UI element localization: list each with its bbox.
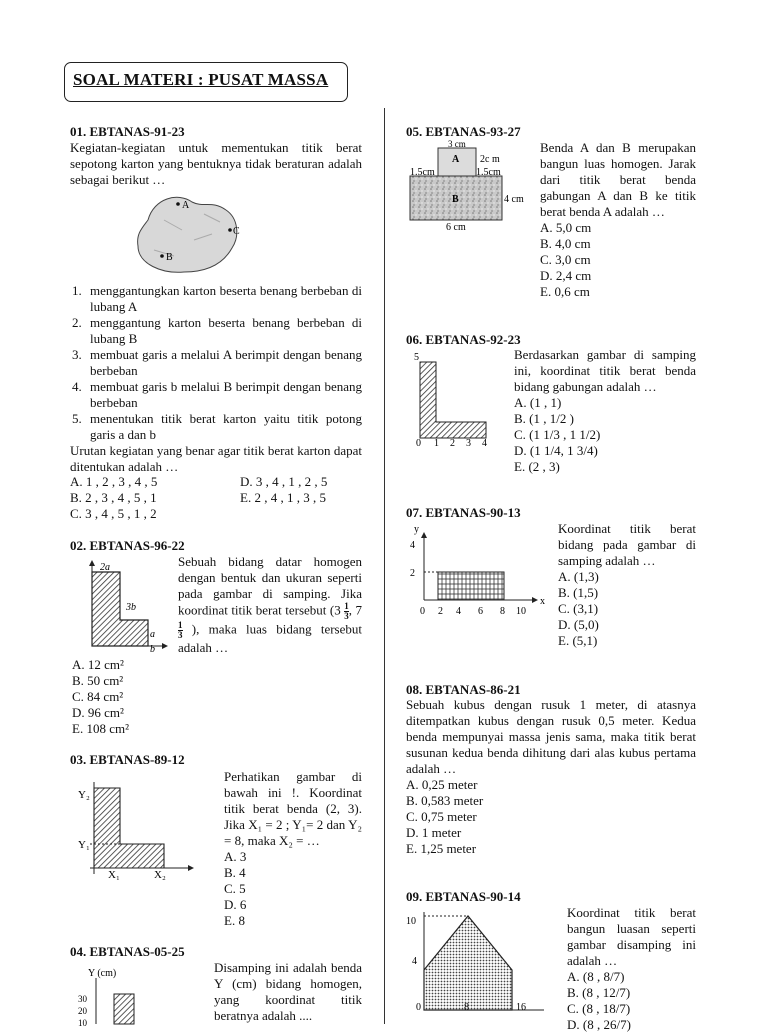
q04-tick-30: 30	[78, 994, 87, 1004]
q03-option-b: B. 4	[224, 865, 246, 880]
q09-options	[567, 969, 631, 1033]
q07-text: Koordinat titik berat bidang pada gambar di samping adalah …	[558, 521, 696, 568]
q09-figure	[404, 908, 554, 1024]
list-item: 5. menentukan titik berat karton yaitu titik potong garis a dan b	[72, 411, 362, 442]
q09-tick-y4: 4	[412, 956, 417, 967]
q07-tick-x6: 6	[478, 606, 483, 617]
list-item: 1. menggantungkan karton beserta benang berbeban di lubang A	[72, 283, 362, 314]
q06-text: Berdasarkan gambar di samping ini, koordinat titik berat benda bidang gabungan adalah …	[514, 347, 696, 394]
q06-option-d: D. (1 1/4, 1 3/4)	[514, 443, 598, 458]
q07-label-x: x	[540, 596, 545, 607]
q04-header: 04. EBTANAS-05-25	[70, 944, 185, 959]
list-item: 2. menggantung karton beserta benang berbeban di lubang B	[72, 315, 362, 346]
q02-label-a: a	[150, 629, 155, 640]
q07-option-d: D. (5,0)	[558, 617, 599, 632]
q06-tick-1: 1	[434, 438, 439, 449]
q02-text	[178, 554, 362, 656]
q02-text-part3: ), maka luas bidang tersebut adalah …	[178, 621, 362, 655]
q07-rect	[438, 572, 504, 600]
q06-options	[514, 395, 600, 475]
q07-options	[558, 569, 599, 649]
q06-tick-2: 2	[450, 438, 455, 449]
q05-option-b: B. 4,0 cm	[540, 236, 591, 251]
q06-tick-5: 5	[414, 352, 419, 363]
q09-option-d: D. (8 , 26/7)	[567, 1017, 631, 1032]
q03-label-y1: Y₁	[78, 839, 90, 851]
q07-tick-x10: 10	[516, 606, 526, 617]
q02-x-arrow	[162, 643, 168, 649]
q01-label-a: A	[182, 200, 190, 211]
q05-label-3cm: 3 cm	[448, 139, 466, 149]
q07-option-b: B. (1,5)	[558, 585, 599, 600]
q07-tick-x0: 0	[420, 606, 425, 617]
q05-option-a: A. 5,0 cm	[540, 220, 592, 235]
q01-hole-a	[176, 202, 180, 206]
q03-label-x2: X₂	[154, 869, 166, 881]
q08-option-d: D. 1 meter	[406, 825, 462, 840]
q06-header: 06. EBTANAS-92-23	[406, 332, 521, 347]
q06-option-b: B. (1 , 1/2 )	[514, 411, 574, 426]
q02-option-d: D. 96 cm²	[72, 705, 124, 720]
q01-steps	[72, 283, 362, 443]
q05-figure	[406, 140, 540, 232]
q03-option-a: A. 3	[224, 849, 247, 864]
q08-option-c: C. 0,75 meter	[406, 809, 477, 824]
q01-figure	[134, 190, 244, 280]
q01-option-d: D. 3 , 4 , 1 , 2 , 5	[240, 474, 328, 489]
q06-l-shape	[420, 362, 486, 438]
q09-header: 09. EBTANAS-90-14	[406, 889, 521, 904]
q05-label-4cm: 4 cm	[504, 194, 524, 205]
q04-tick-10: 10	[78, 1018, 87, 1028]
q05-option-d: D. 2,4 cm	[540, 268, 592, 283]
q08-options	[406, 777, 483, 857]
q03-option-c: C. 5	[224, 881, 246, 896]
q04-text: Disamping ini adalah benda Y (cm) bidang homogen, yang koordinat titik beratnya adalah ....	[214, 960, 362, 1023]
q08-text: Sebuah kubus dengan rusuk 1 meter, di atasnya ditempatkan kubus dengan rusuk 0,5 meter. Kedua benda mempunyai massa jenis sama, maka titik berat susunan kedua benda dihitung dari alas kubus pertama adalah …	[406, 697, 696, 776]
q03-options	[224, 849, 246, 929]
q06-option-a: A. (1 , 1)	[514, 395, 562, 410]
q01-option-c: C. 3 , 4 , 5 , 1 , 2	[70, 506, 157, 521]
q03-header: 03. EBTANAS-89-12	[70, 752, 185, 767]
q06-option-c: C. (1 1/3 , 1 1/2)	[514, 427, 601, 442]
q02-text-part1: Sebuah bidang datar homogen dengan bentuk dan ukuran seperti pada gambar di samping. Jika koordinat titik berat tersebut (3	[178, 554, 362, 618]
q02-option-b: B. 50 cm²	[72, 673, 124, 688]
q02-label-3b: 3b	[126, 602, 136, 613]
q01-header: 01. EBTANAS-91-23	[70, 124, 185, 139]
q07-tick-x2: 2	[438, 606, 443, 617]
q02-frac1: $\frac{1}{3}$	[344, 601, 349, 621]
column-divider	[384, 108, 385, 1024]
q03-label-y2: Y₂	[78, 789, 90, 801]
q04-figure	[76, 964, 186, 1028]
q01-hole-b	[160, 254, 164, 258]
q02-figure	[86, 560, 172, 655]
q01-option-b: B. 2 , 3 , 4 , 5 , 1	[70, 490, 157, 505]
q06-tick-3: 3	[466, 438, 471, 449]
q02-label-2a: 2a	[100, 562, 110, 573]
list-item: 3. membuat garis a melalui A berimpit dengan benang berbeban	[72, 347, 362, 378]
q09-option-c: C. (8 , 18/7)	[567, 1001, 631, 1016]
q05-options	[540, 220, 591, 300]
q05-option-e: E. 0,6 cm	[540, 284, 590, 299]
q03-option-e: E. 8	[224, 913, 245, 928]
q03-x-arrow	[188, 865, 194, 871]
q05-label-a: A	[452, 154, 460, 165]
q07-y-arrow	[421, 532, 427, 538]
q05-text: Benda A dan B merupakan bangun luas homogen. Jarak dari titik berat benda gabungan A dan B ke titik berat benda A adalah …	[540, 140, 696, 219]
q08-option-b: B. 0,583 meter	[406, 793, 484, 808]
q09-tick-0: 0	[416, 1002, 421, 1013]
q04-label-y: Y (cm)	[88, 968, 117, 979]
q04-bar	[114, 994, 134, 1024]
q08-header: 08. EBTANAS-86-21	[406, 682, 521, 697]
q07-label-y: y	[414, 524, 419, 535]
q09-tick-16: 16	[516, 1002, 526, 1013]
q07-header: 07. EBTANAS-90-13	[406, 505, 521, 520]
q02-frac2: $\frac{1}{3}$	[178, 620, 183, 640]
q01-option-e: E. 2 , 4 , 1 , 3 , 5	[240, 490, 326, 505]
q05-header: 05. EBTANAS-93-27	[406, 124, 521, 139]
q07-tick-y2: 2	[410, 568, 415, 579]
q03-figure	[76, 782, 196, 882]
list-item: 4. membuat garis b melalui B berimpit dengan benang berbeban	[72, 379, 362, 410]
q03-label-x1: X₁	[108, 869, 120, 881]
q07-tick-x8: 8	[500, 606, 505, 617]
q02-header: 02. EBTANAS-96-22	[70, 538, 185, 553]
q05-label-15cm-left: 1.5cm	[410, 167, 435, 178]
q05-label-15cm-right: 1.5cm	[476, 167, 501, 178]
q05-label-6cm: 6 cm	[446, 222, 466, 233]
q05-label-2cm: 2c m	[480, 154, 500, 165]
page-title: SOAL MATERI : PUSAT MASSA	[73, 70, 329, 89]
q09-tick-y10: 10	[406, 916, 416, 927]
q09-text: Koordinat titik berat bangun luasan seperti gambar disamping ini adalah …	[567, 905, 696, 968]
q09-tick-8: 8	[464, 1002, 469, 1013]
q07-tick-y4: 4	[410, 540, 415, 551]
q08-option-e: E. 1,25 meter	[406, 841, 477, 856]
q07-figure	[406, 524, 552, 620]
q06-tick-0: 0	[416, 438, 421, 449]
q04-tick-20: 20	[78, 1006, 87, 1016]
q07-option-c: C. (3,1)	[558, 601, 599, 616]
title-box	[64, 62, 348, 102]
q07-x-arrow	[532, 597, 538, 603]
q02-option-a: A. 12 cm²	[72, 657, 124, 672]
q07-option-a: A. (1,3)	[558, 569, 599, 584]
q09-pentagon	[424, 916, 512, 1010]
q02-option-c: C. 84 cm²	[72, 689, 124, 704]
q09-option-b: B. (8 , 12/7)	[567, 985, 631, 1000]
q05-label-b: B	[452, 194, 459, 205]
q02-text-part2: , 7	[348, 602, 363, 618]
q02-options	[72, 657, 129, 737]
q02-option-e: E. 108 cm²	[72, 721, 129, 736]
q01-label-c: C	[233, 226, 240, 237]
q01-question: Urutan kegiatan yang benar agar titik berat karton dapat ditentukan adalah …	[70, 443, 362, 474]
q01-text: Kegiatan-kegiatan untuk mementukan titik berat sepotong karton yang bentuknya tidak beraturan adalah sebagai berikut …	[70, 140, 362, 187]
q01-hole-c	[228, 228, 232, 232]
q02-y-arrow	[89, 560, 95, 566]
q06-tick-4: 4	[482, 438, 487, 449]
q03-option-d: D. 6	[224, 897, 247, 912]
q01-label-b: B	[166, 252, 173, 263]
q02-label-b: b	[150, 644, 155, 655]
q06-option-e: E. (2 , 3)	[514, 459, 560, 474]
q01-option-a: A. 1 , 2 , 3 , 4 , 5	[70, 474, 158, 489]
q09-option-a: A. (8 , 8/7)	[567, 969, 625, 984]
q06-figure	[410, 350, 494, 448]
q05-option-c: C. 3,0 cm	[540, 252, 591, 267]
q07-tick-x4: 4	[456, 606, 461, 617]
q03-text: Perhatikan gambar di bawah ini !. Koordinat titik berat benda (2, 3). Jika X₁ = 2 ; Y₁= 2 dan Y₂ = 8, maka X₂ = …	[224, 769, 362, 848]
q03-l-shape	[94, 788, 164, 868]
q08-option-a: A. 0,25 meter	[406, 777, 478, 792]
q07-option-e: E. (5,1)	[558, 633, 598, 648]
q02-l-shape	[92, 572, 148, 646]
